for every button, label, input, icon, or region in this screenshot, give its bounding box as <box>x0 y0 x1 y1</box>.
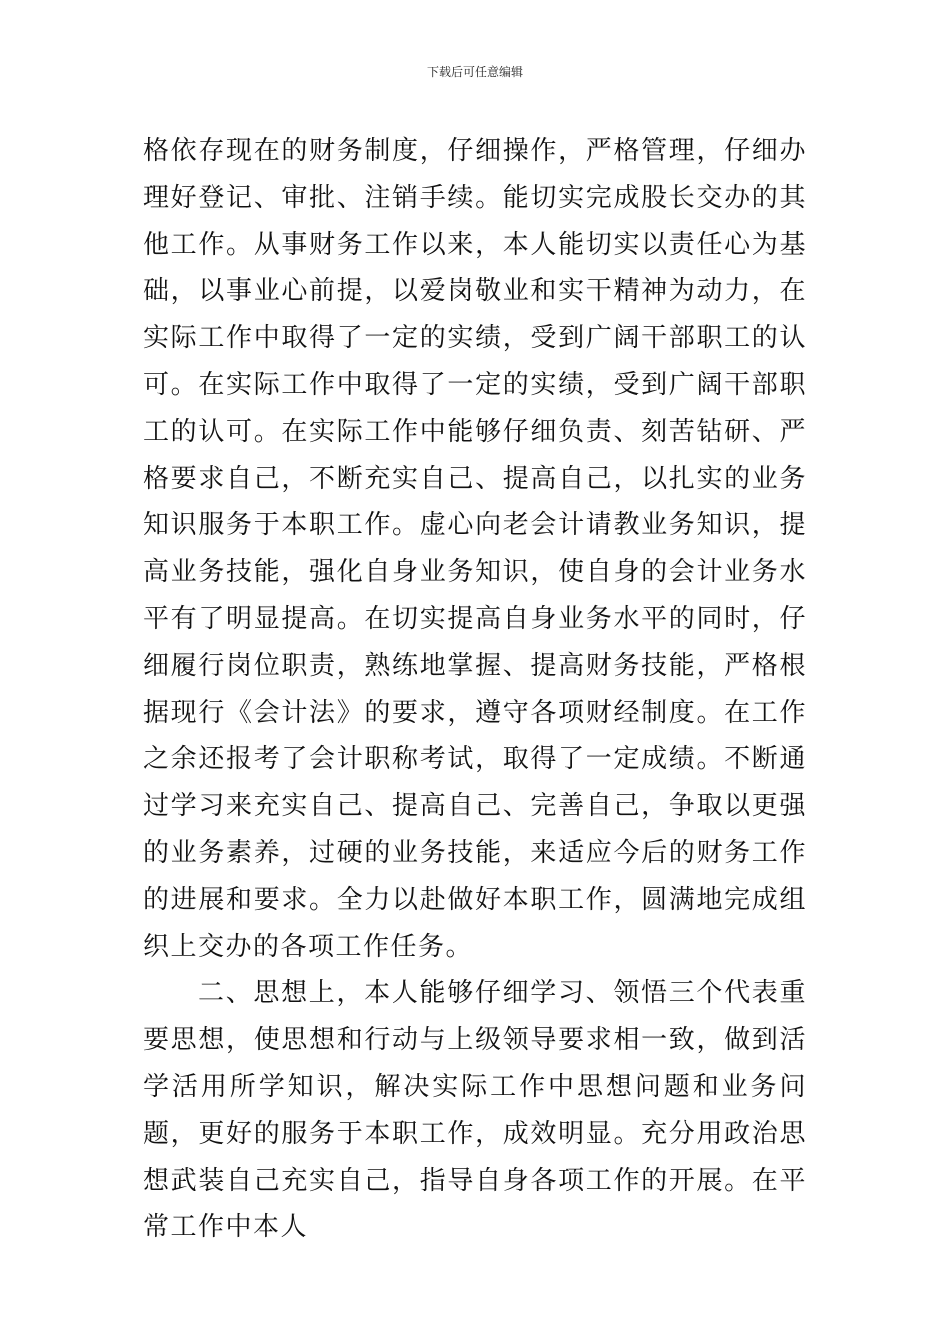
paragraph-continuation: 格依存现在的财务制度，仔细操作，严格管理，仔细办理好登记、审批、注销手续。能切实完成股长交办的其他工作。从事财务工作以来，本人能切实以责任心为基础，以事业心前提，以爱岗敬业和实干精神为动力，在实际工作中取得了一定的实绩，受到广阔干部职工的认可。在实际工作中取得了一定的实绩，受到广阔干部职工的认可。在实际工作中能够仔细负责、刻苦钻研、严格要求自己，不断充实自己、提高自己，以扎实的业务知识服务于本职工作。虚心向老会计请教业务知识，提高业务技能，强化自身业务知识，使自身的会计业务水平有了明显提高。在切实提高自身业务水平的同时，仔细履行岗位职责，熟练地掌握、提高财务技能，严格根据现行《会计法》的要求，遵守各项财经制度。在工作之余还报考了会计职称考试，取得了一定成绩。不断通过学习来充实自己、提高自己、完善自己，争取以更强的业务素养，过硬的业务技能，来适应今后的财务工作的进展和要求。全力以赴做好本职工作，圆满地完成组织上交办的各项工作任务。 <box>143 136 807 962</box>
page-header-note: 下载后可任意编辑 <box>426 65 523 79</box>
document-body <box>143 128 807 1251</box>
paragraph-ideology: 二、思想上，本人能够仔细学习、领悟三个代表重要思想，使思想和行动与上级领导要求相一致，做到活学活用所学知识，解决实际工作中思想问题和业务问题，更好的服务于本职工作，成效明显。充分用政治思想武装自己充实自己，指导自身各项工作的开展。在平常工作中本人 <box>143 978 807 1243</box>
